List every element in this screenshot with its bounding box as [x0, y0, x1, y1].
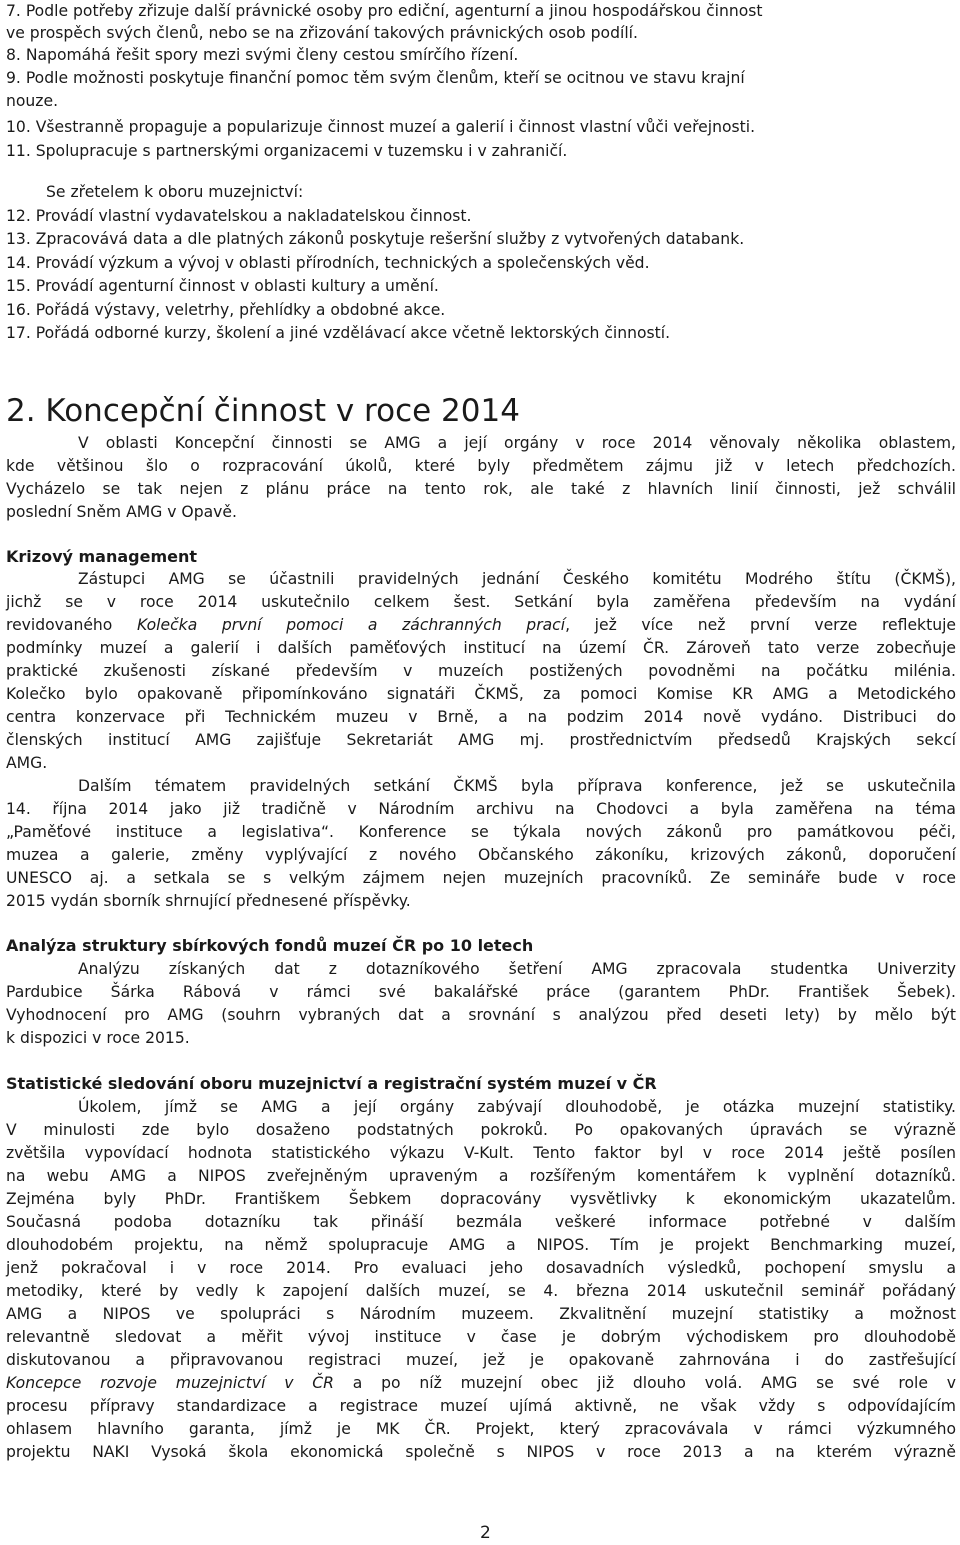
- paragraph-line: jichž se v roce 2014 uskutečnilo celkem šest. Setkání byla zaměřena především na vydání: [6, 593, 956, 611]
- paragraph-line: V minulosti zde bylo dosaženo podstatných pokroků. Po opakovaných úpravách se výrazně: [6, 1121, 956, 1139]
- subsection-title: Analýza struktury sbírkových fondů muzeí ČR po 10 letech: [6, 936, 534, 955]
- paragraph-line: projektu NAKI Vysoká škola ekonomická společně s NIPOS v roce 2013 a na kterém výrazně: [6, 1443, 956, 1461]
- list-item: 10. Všestranně propaguje a popularizuje činnost muzeí a galerií i činnost vlastní vůči veřejnosti.: [6, 118, 756, 136]
- list-item: 15. Provádí agenturní činnost v oblasti kultury a umění.: [6, 277, 439, 295]
- museum-intro: Se zřetelem k oboru muzejnictví:: [46, 183, 304, 201]
- paragraph-line-with-italic: [6, 1372, 956, 1394]
- paragraph-line: kde většinou šlo o rozpracování úkolů, které byly předmětem zájmu již v letech předchozích.: [6, 457, 956, 475]
- list-item: 9. Podle možnosti poskytuje finanční pomoc těm svým členům, kteří se ocitnou ve stavu krajní: [6, 69, 745, 87]
- paragraph-line: jenž pokračoval i v roce 2014. Pro evaluaci jeho dosavadních výsledků, pochopení smyslu a: [6, 1259, 956, 1277]
- paragraph-line: Úkolem, jímž se AMG a její orgány zabývají dlouhodobě, je otázka muzejní statistiky.: [78, 1098, 956, 1116]
- paragraph-line: Vycházelo se tak nejen z plánu práce na tento rok, ale také z hlavních linií činnosti, jež schválil: [6, 480, 956, 498]
- list-item-continuation: ve prospěch svých členů, nebo se na zřizování takových právnických osob podílí.: [6, 24, 638, 42]
- paragraph-line: dlouhodobém projektu, na němž spolupracuje AMG a NIPOS. Tím je projekt Benchmarking muzeí,: [6, 1236, 956, 1254]
- paragraph-line: AMG.: [6, 754, 48, 772]
- section-title: 2. Koncepční činnost v roce 2014: [6, 393, 520, 429]
- paragraph-line: Vyhodnocení pro AMG (souhrn vybraných dat a srovnání s analýzou před deseti lety) by mělo být: [6, 1006, 956, 1024]
- italic-phrase: Koncepce rozvoje muzejnictví v ČR: [6, 1374, 334, 1392]
- paragraph-line: Kolečko bylo opakovaně připomínkováno signatáři ČKMŠ, za pomoci Komise KR AMG a Metodického: [6, 685, 956, 703]
- text-after-italic: a po níž muzejní obec již dlouho volá. AMG se své role v: [333, 1374, 956, 1392]
- page-number: 2: [480, 1523, 491, 1543]
- list-item: 13. Zpracovává data a dle platných zákonů poskytuje rešeršní služby z vytvořených databank.: [6, 230, 745, 248]
- paragraph-line: 14. října 2014 jako již tradičně v Národním archivu na Chodovci a byla zaměřena na téma: [6, 800, 956, 818]
- paragraph-line: Zástupci AMG se účastnili pravidelných jednání Českého komitétu Modrého štítu (ČKMŠ),: [78, 570, 956, 588]
- paragraph-line: praktické zkušenosti získané především v muzeích postižených povodněmi na počátku milénia.: [6, 662, 956, 680]
- text-before-italic: revidovaného: [6, 616, 137, 634]
- paragraph-line: Pardubice Šárka Rábová v rámci své bakalářské práce (garantem PhDr. František Šebek).: [6, 983, 956, 1001]
- paragraph-line: zvětšila vypovídací hodnota statistického výkazu V-Kult. Tento faktor byl v roce 2014 ještě posílen: [6, 1144, 956, 1162]
- list-item: 17. Pořádá odborné kurzy, školení a jiné vzdělávací akce včetně lektorských činností.: [6, 324, 671, 342]
- paragraph-line-with-italic: [6, 614, 956, 636]
- paragraph-line: relevantně sledovat a měřit vývoj instituce v čase je dobrým východiskem pro dlouhodobě: [6, 1328, 956, 1346]
- list-item: 14. Provádí výzkum a vývoj v oblasti přírodních, technických a společenských věd.: [6, 254, 650, 272]
- list-item: 11. Spolupracuje s partnerskými organizacemi v tuzemsku i v zahraničí.: [6, 142, 568, 160]
- paragraph-line: Zejména byly PhDr. Františkem Šebkem dopracovány vysvětlivky k ekonomickým ukazatelům.: [6, 1190, 956, 1208]
- paragraph-line: metodiky, které by vedly k zapojení dalších muzeí, se 4. března 2014 uskutečnil seminář pořádaný: [6, 1282, 956, 1300]
- paragraph-line: „Paměťové instituce a legislativa“. Konference se týkala nových zákonů pro památkovou péči,: [6, 823, 956, 841]
- paragraph-line: k dispozici v roce 2015.: [6, 1029, 190, 1047]
- subsection-title: Krizový management: [6, 547, 198, 566]
- list-item-continuation: nouze.: [6, 92, 59, 110]
- list-item: 8. Napomáhá řešit spory mezi svými členy cestou smírčího řízení.: [6, 46, 519, 64]
- subsection-title: Statistické sledování oboru muzejnictví a registrační systém muzeí v ČR: [6, 1074, 657, 1093]
- paragraph-line: ohlasem hlavního garanta, jímž je MK ČR. Projekt, který zpracovávala v rámci výzkumného: [6, 1420, 956, 1438]
- paragraph-line: poslední Sněm AMG v Opavě.: [6, 503, 237, 521]
- list-item: 12. Provádí vlastní vydavatelskou a nakladatelskou činnost.: [6, 207, 472, 225]
- paragraph-line: procesu přípravy standardizace a registrace muzeí ujímá aktivně, ne však vždy s odpovídajícím: [6, 1397, 956, 1415]
- paragraph-line: podmínky muzeí a galerií i dalších paměťových institucí na území ČR. Zároveň tato verze zobecňuje: [6, 639, 956, 657]
- paragraph-line: 2015 vydán sborník shrnující přednesené příspěvky.: [6, 892, 411, 910]
- paragraph-line: UNESCO aj. a setkala se s velkým zájmem nejen muzejních pracovníků. Ze semináře bude v roce: [6, 869, 956, 887]
- paragraph-line: AMG a NIPOS ve spolupráci s Národním muzeem. Zkvalitnění muzejní statistiky a možnost: [6, 1305, 956, 1323]
- text-after-italic: , jež více než první verze reflektuje: [565, 616, 957, 634]
- paragraph-line: V oblasti Koncepční činnosti se AMG a její orgány v roce 2014 věnovaly několika oblastem,: [78, 434, 956, 452]
- list-item: 16. Pořádá výstavy, veletrhy, přehlídky a obdobné akce.: [6, 301, 446, 319]
- paragraph-line: na webu AMG a NIPOS zveřejněným upraveným a rozšířeným komentářem k vyplnění dotazníků.: [6, 1167, 956, 1185]
- paragraph-line: muzea a galerie, změny vyplývající z nového Občanského zákoníku, krizových zákonů, doporučení: [6, 846, 956, 864]
- list-item: 7. Podle potřeby zřizuje další právnické osoby pro ediční, agenturní a jinou hospodářskou činnost: [6, 2, 763, 20]
- paragraph-line: Dalším tématem pravidelných setkání ČKMŠ byla příprava konference, jež se uskutečnila: [78, 777, 956, 795]
- paragraph-line: diskutovanou a připravovanou registraci muzeí, jež je opakovaně zahrnována i do zastřešující: [6, 1351, 956, 1369]
- paragraph-line: Analýzu získaných dat z dotazníkového šetření AMG zpracovala studentka Univerzity: [78, 960, 956, 978]
- italic-phrase: Kolečka první pomoci a záchranných prací: [136, 616, 566, 634]
- paragraph-line: centra konzervace při Technickém muzeu v Brně, a na podzim 2014 nově vydáno. Distribuci do: [6, 708, 956, 726]
- paragraph-line: Současná podoba dotazníku tak přináší bezmála veškeré informace potřebné v dalším: [6, 1213, 956, 1231]
- paragraph-line: členských institucí AMG zajišťuje Sekretariát AMG mj. prostřednictvím předsedů Krajských sekcí: [6, 731, 956, 749]
